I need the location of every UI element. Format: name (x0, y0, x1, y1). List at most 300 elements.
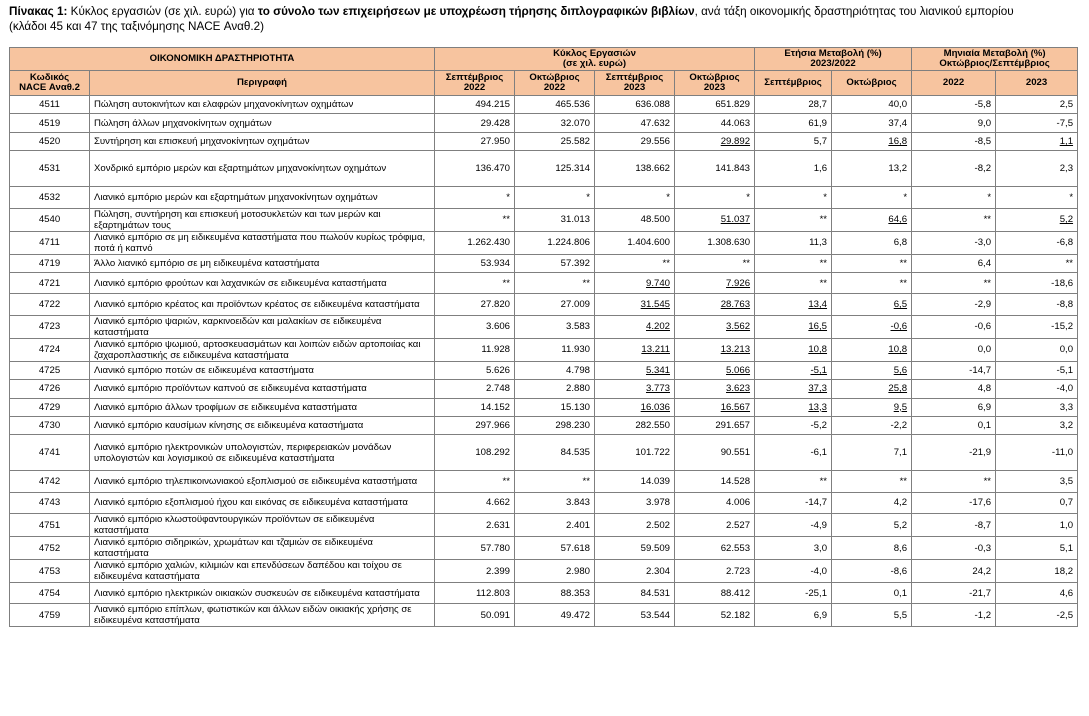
monthly-change-2023-cell: * (996, 187, 1078, 208)
turnover-sep-2023-cell: 48.500 (595, 208, 675, 231)
turnover-oct-2023-cell: 2.723 (675, 560, 755, 583)
description-cell: Λιανικό εμπόριο επίπλων, φωτιστικών και άλλων ειδών οικιακής χρήσης σε ειδικευμένα καταστήματα (90, 604, 435, 627)
description-cell: Λιανικό εμπόριο καυσίμων κίνησης σε ειδικευμένα καταστήματα (90, 416, 435, 434)
monthly-change-2023-cell: -2,5 (996, 604, 1078, 627)
monthly-change-2022-cell: -8,7 (912, 514, 996, 537)
monthly-change-2022-cell: -2,9 (912, 294, 996, 315)
monthly-change-2023-cell: -8,8 (996, 294, 1078, 315)
turnover-oct-2022-cell: 27.009 (515, 294, 595, 315)
description-cell: Πώληση άλλων μηχανοκίνητων οχημάτων (90, 114, 435, 132)
turnover-sep-2023-cell: 53.544 (595, 604, 675, 627)
provisional-value: 16,5 (808, 321, 828, 333)
provisional-value: 5,6 (893, 364, 908, 376)
turnover-oct-2022-cell: 57.392 (515, 254, 595, 272)
turnover-oct-2022-cell: 84.535 (515, 435, 595, 471)
turnover-oct-2023-cell (675, 361, 755, 379)
turnover-oct-2023-cell: ** (675, 254, 755, 272)
description-cell: Λιανικό εμπόριο χαλιών, κιλιμιών και επενδύσεων δαπέδου και τοίχου σε ειδικευμένα καταστήματα (90, 560, 435, 583)
provisional-value: 3.562 (726, 321, 751, 333)
turnover-sep-2022-cell: 29.428 (435, 114, 515, 132)
annual-change-sep-cell (755, 398, 832, 416)
turnover-sep-2022-cell: 27.820 (435, 294, 515, 315)
table-row (10, 380, 1078, 398)
annual-change-oct-cell: 5,5 (832, 604, 912, 627)
annual-change-oct-cell: 8,6 (832, 537, 912, 560)
turnover-oct-2022-cell: 3.843 (515, 492, 595, 513)
turnover-sep-2022-cell: 57.780 (435, 537, 515, 560)
annual-change-oct-cell: -2,2 (832, 416, 912, 434)
table-row (10, 338, 1078, 361)
table-row (10, 187, 1078, 208)
monthly-change-2023-cell: 0,7 (996, 492, 1078, 513)
table-row (10, 208, 1078, 231)
provisional-value: 16.567 (720, 401, 751, 413)
caption-line-2: (κλάδοι 45 και 47 της ταξινόμησης NACE Αναθ.2) (9, 20, 265, 33)
provisional-value: 3.773 (645, 383, 670, 395)
monthly-change-2022-cell: -3,0 (912, 231, 996, 254)
provisional-value: 3.623 (726, 383, 751, 395)
table-caption (9, 4, 1081, 34)
nace-code-cell: 4725 (10, 361, 90, 379)
turnover-oct-2023-cell: 44.063 (675, 114, 755, 132)
turnover-sep-2022-cell: 53.934 (435, 254, 515, 272)
header-activity: ΟΙΚΟΝΟΜΙΚΗ ΔΡΑΣΤΗΡΙΟΤΗΤΑ (10, 48, 435, 71)
header-monthly-2023: 2023 (996, 71, 1078, 96)
nace-code-cell: 4722 (10, 294, 90, 315)
provisional-value: -5,1 (810, 364, 828, 376)
turnover-oct-2023-cell: * (675, 187, 755, 208)
turnover-sep-2022-cell: ** (435, 272, 515, 293)
description-cell: Πώληση, συντήρηση και επισκευή μοτοσυκλετών και των μερών και εξαρτημάτων τους (90, 208, 435, 231)
nace-code-cell: 4742 (10, 471, 90, 492)
description-cell: Λιανικό εμπόριο ποτών σε ειδικευμένα καταστήματα (90, 361, 435, 379)
nace-code-cell: 4753 (10, 560, 90, 583)
provisional-value: 51.037 (720, 214, 751, 226)
provisional-value: 16,8 (888, 135, 908, 147)
description-cell: Λιανικό εμπόριο ηλεκτρικών οικιακών συσκευών σε ειδικευμένα καταστήματα (90, 583, 435, 604)
monthly-change-2022-cell: * (912, 187, 996, 208)
provisional-value: 9.740 (645, 277, 670, 289)
annual-change-oct-cell: 6,8 (832, 231, 912, 254)
annual-change-sep-cell: -14,7 (755, 492, 832, 513)
monthly-change-2023-cell: 5,1 (996, 537, 1078, 560)
turnover-oct-2023-cell: 88.412 (675, 583, 755, 604)
turnover-sep-2023-cell: 2.304 (595, 560, 675, 583)
turnover-oct-2023-cell (675, 272, 755, 293)
annual-change-sep-cell: 61,9 (755, 114, 832, 132)
caption-text-1: Κύκλος εργασιών (σε χιλ. ευρώ) για (67, 5, 258, 18)
annual-change-oct-cell (832, 315, 912, 338)
turnover-oct-2022-cell: 465.536 (515, 96, 595, 114)
turnover-sep-2023-cell: 47.632 (595, 114, 675, 132)
annual-change-sep-cell: ** (755, 254, 832, 272)
table-row (10, 560, 1078, 583)
nace-code-cell: 4511 (10, 96, 90, 114)
nace-code-cell: 4754 (10, 583, 90, 604)
description-cell: Πώληση αυτοκινήτων και ελαφρών μηχανοκίνητων οχημάτων (90, 96, 435, 114)
annual-change-sep-cell: -4,9 (755, 514, 832, 537)
annual-change-sep-cell (755, 361, 832, 379)
annual-change-oct-cell: 13,2 (832, 151, 912, 187)
annual-change-oct-cell: 4,2 (832, 492, 912, 513)
turnover-oct-2023-cell: 1.308.630 (675, 231, 755, 254)
monthly-change-2022-cell: ** (912, 208, 996, 231)
caption-line-1 (9, 4, 1081, 19)
monthly-change-2023-cell (996, 208, 1078, 231)
nace-code-cell: 4532 (10, 187, 90, 208)
nace-code-cell: 4540 (10, 208, 90, 231)
annual-change-sep-cell: 3,0 (755, 537, 832, 560)
turnover-oct-2023-cell: 4.006 (675, 492, 755, 513)
monthly-change-2022-cell: -5,8 (912, 96, 996, 114)
nace-code-cell: 4726 (10, 380, 90, 398)
header-row-1 (10, 48, 1078, 71)
monthly-change-2022-cell: -8,5 (912, 132, 996, 150)
description-cell: Λιανικό εμπόριο τηλεπικοινωνιακού εξοπλισμού σε ειδικευμένα καταστήματα (90, 471, 435, 492)
annual-change-oct-cell: 0,1 (832, 583, 912, 604)
turnover-sep-2022-cell: 2.399 (435, 560, 515, 583)
monthly-change-2023-cell: -4,0 (996, 380, 1078, 398)
turnover-sep-2022-cell: 3.606 (435, 315, 515, 338)
turnover-sep-2023-cell (595, 294, 675, 315)
turnover-oct-2022-cell: 2.880 (515, 380, 595, 398)
turnover-sep-2023-cell: ** (595, 254, 675, 272)
annual-change-oct-cell: 7,1 (832, 435, 912, 471)
monthly-change-2022-cell: 6,4 (912, 254, 996, 272)
header-description: Περιγραφή (90, 71, 435, 96)
turnover-oct-2022-cell: 3.583 (515, 315, 595, 338)
monthly-change-2022-cell: 6,9 (912, 398, 996, 416)
annual-change-oct-cell (832, 208, 912, 231)
turnover-oct-2023-cell (675, 338, 755, 361)
table-row (10, 583, 1078, 604)
table-row (10, 604, 1078, 627)
header-oct-2022: Οκτώβριος 2022 (515, 71, 595, 96)
turnover-oct-2022-cell: 4.798 (515, 361, 595, 379)
turnover-oct-2022-cell: 15.130 (515, 398, 595, 416)
provisional-value: 64,6 (888, 214, 908, 226)
description-cell: Λιανικό εμπόριο εξοπλισμού ήχου και εικόνας σε ειδικευμένα καταστήματα (90, 492, 435, 513)
header-annual-change: Ετήσια Μεταβολή (%) 2023/2022 (755, 48, 912, 71)
description-cell: Συντήρηση και επισκευή μηχανοκίνητων οχημάτων (90, 132, 435, 150)
turnover-oct-2022-cell: 57.618 (515, 537, 595, 560)
nace-code-cell: 4729 (10, 398, 90, 416)
monthly-change-2022-cell: -0,6 (912, 315, 996, 338)
monthly-change-2022-cell: -8,2 (912, 151, 996, 187)
annual-change-oct-cell (832, 361, 912, 379)
nace-code-cell: 4743 (10, 492, 90, 513)
turnover-sep-2023-cell (595, 361, 675, 379)
annual-change-sep-cell: 28,7 (755, 96, 832, 114)
nace-code-cell: 4730 (10, 416, 90, 434)
provisional-value: 10,8 (808, 344, 828, 356)
table-row (10, 315, 1078, 338)
turnover-oct-2023-cell: 291.657 (675, 416, 755, 434)
table-row (10, 361, 1078, 379)
annual-change-oct-cell: 40,0 (832, 96, 912, 114)
turnover-sep-2023-cell: 3.978 (595, 492, 675, 513)
description-cell: Λιανικό εμπόριο σε μη ειδικευμένα καταστήματα που πωλούν κυρίως τρόφιμα, ποτά ή καπνό (90, 231, 435, 254)
annual-change-sep-cell: 5,7 (755, 132, 832, 150)
monthly-change-2022-cell: 24,2 (912, 560, 996, 583)
monthly-change-2023-cell: 18,2 (996, 560, 1078, 583)
provisional-value: 37,3 (808, 383, 828, 395)
turnover-sep-2023-cell: 1.404.600 (595, 231, 675, 254)
provisional-value: 29.892 (720, 135, 751, 147)
turnover-sep-2022-cell: ** (435, 208, 515, 231)
turnover-sep-2022-cell: 11.928 (435, 338, 515, 361)
monthly-change-2023-cell: -11,0 (996, 435, 1078, 471)
provisional-value: 6,5 (893, 299, 908, 311)
annual-change-sep-cell: 6,9 (755, 604, 832, 627)
provisional-value: 1,1 (1059, 135, 1074, 147)
monthly-change-2023-cell: ** (996, 254, 1078, 272)
annual-change-sep-cell: ** (755, 208, 832, 231)
provisional-value: 13.211 (641, 344, 670, 356)
monthly-change-2022-cell: -14,7 (912, 361, 996, 379)
annual-change-oct-cell (832, 338, 912, 361)
annual-change-sep-cell: ** (755, 272, 832, 293)
header-turnover: Κύκλος Εργασιών (σε χιλ. ευρώ) (435, 48, 755, 71)
monthly-change-2022-cell: -21,7 (912, 583, 996, 604)
turnover-oct-2022-cell: 2.401 (515, 514, 595, 537)
provisional-value: 5.066 (726, 364, 751, 376)
header-monthly-2022: 2022 (912, 71, 996, 96)
table-row (10, 272, 1078, 293)
header-oct-2023: Οκτώβριος 2023 (675, 71, 755, 96)
description-cell: Λιανικό εμπόριο μερών και εξαρτημάτων μηχανοκίνητων οχημάτων (90, 187, 435, 208)
turnover-oct-2022-cell: 32.070 (515, 114, 595, 132)
monthly-change-2023-cell: -5,1 (996, 361, 1078, 379)
annual-change-oct-cell (832, 398, 912, 416)
turnover-oct-2023-cell (675, 132, 755, 150)
monthly-change-2023-cell (996, 132, 1078, 150)
nace-code-cell: 4520 (10, 132, 90, 150)
provisional-value: 7.926 (726, 277, 751, 289)
monthly-change-2023-cell: -15,2 (996, 315, 1078, 338)
provisional-value: 5,2 (1059, 214, 1074, 226)
monthly-change-2023-cell: 2,3 (996, 151, 1078, 187)
monthly-change-2022-cell: -17,6 (912, 492, 996, 513)
description-cell: Λιανικό εμπόριο ψωμιού, αρτοσκευασμάτων και λοιπών ειδών αρτοποιίας και ζαχαροπλαστικής σε ειδικευμένα καταστήματα (90, 338, 435, 361)
description-cell: Λιανικό εμπόριο φρούτων και λαχανικών σε ειδικευμένα καταστήματα (90, 272, 435, 293)
annual-change-oct-cell: ** (832, 471, 912, 492)
annual-change-sep-cell (755, 294, 832, 315)
header-code: Κωδικός NACE Αναθ.2 (10, 71, 90, 96)
turnover-oct-2023-cell: 2.527 (675, 514, 755, 537)
turnover-sep-2023-cell (595, 338, 675, 361)
annual-change-sep-cell: -25,1 (755, 583, 832, 604)
nace-code-cell: 4752 (10, 537, 90, 560)
table-row (10, 151, 1078, 187)
turnover-oct-2023-cell (675, 294, 755, 315)
turnover-sep-2023-cell: 282.550 (595, 416, 675, 434)
turnover-sep-2022-cell: 4.662 (435, 492, 515, 513)
monthly-change-2022-cell: 9,0 (912, 114, 996, 132)
table-body (10, 96, 1078, 627)
monthly-change-2023-cell: 3,5 (996, 471, 1078, 492)
caption-lead: Πίνακας 1: (9, 5, 68, 18)
turnover-sep-2023-cell (595, 380, 675, 398)
turnover-oct-2023-cell: 14.528 (675, 471, 755, 492)
description-cell: Λιανικό εμπόριο σιδηρικών, χρωμάτων και τζαμιών σε ειδικευμένα καταστήματα (90, 537, 435, 560)
header-annual-sep: Σεπτέμβριος (755, 71, 832, 96)
provisional-value: 25,8 (888, 383, 908, 395)
monthly-change-2023-cell: 1,0 (996, 514, 1078, 537)
turnover-sep-2022-cell: 136.470 (435, 151, 515, 187)
nace-code-cell: 4723 (10, 315, 90, 338)
turnover-oct-2023-cell (675, 380, 755, 398)
turnover-oct-2023-cell: 52.182 (675, 604, 755, 627)
turnover-oct-2023-cell (675, 208, 755, 231)
annual-change-sep-cell (755, 380, 832, 398)
nace-code-cell: 4724 (10, 338, 90, 361)
description-cell: Χονδρικό εμπόριο μερών και εξαρτημάτων μηχανοκίνητων οχημάτων (90, 151, 435, 187)
turnover-sep-2022-cell: 2.748 (435, 380, 515, 398)
provisional-value: 13,4 (808, 299, 828, 311)
annual-change-oct-cell (832, 132, 912, 150)
monthly-change-2022-cell: -21,9 (912, 435, 996, 471)
turnover-sep-2023-cell: 29.556 (595, 132, 675, 150)
nace-code-cell: 4721 (10, 272, 90, 293)
monthly-change-2022-cell: -0,3 (912, 537, 996, 560)
provisional-value: -0,6 (890, 321, 908, 333)
turnover-sep-2023-cell: 101.722 (595, 435, 675, 471)
nace-code-cell: 4719 (10, 254, 90, 272)
turnover-sep-2022-cell: 14.152 (435, 398, 515, 416)
table-row (10, 231, 1078, 254)
table-header (10, 48, 1078, 96)
monthly-change-2023-cell: -6,8 (996, 231, 1078, 254)
turnover-sep-2022-cell: 494.215 (435, 96, 515, 114)
turnover-sep-2022-cell: 27.950 (435, 132, 515, 150)
provisional-value: 4.202 (645, 321, 670, 333)
table-row (10, 132, 1078, 150)
turnover-sep-2023-cell (595, 398, 675, 416)
table-row (10, 398, 1078, 416)
annual-change-sep-cell: -6,1 (755, 435, 832, 471)
turnover-oct-2022-cell: * (515, 187, 595, 208)
monthly-change-2023-cell: 2,5 (996, 96, 1078, 114)
turnover-table (9, 47, 1078, 627)
annual-change-sep-cell: -5,2 (755, 416, 832, 434)
turnover-sep-2022-cell: * (435, 187, 515, 208)
annual-change-oct-cell: 37,4 (832, 114, 912, 132)
annual-change-oct-cell: ** (832, 272, 912, 293)
table-row (10, 96, 1078, 114)
annual-change-oct-cell: ** (832, 254, 912, 272)
table-row (10, 514, 1078, 537)
provisional-value: 5.341 (645, 364, 670, 376)
turnover-oct-2022-cell: ** (515, 272, 595, 293)
description-cell: Λιανικό εμπόριο κρέατος και προϊόντων κρέατος σε ειδικευμένα καταστήματα (90, 294, 435, 315)
turnover-oct-2023-cell (675, 315, 755, 338)
table-row (10, 471, 1078, 492)
table-row (10, 435, 1078, 471)
turnover-oct-2023-cell (675, 398, 755, 416)
turnover-oct-2023-cell: 62.553 (675, 537, 755, 560)
turnover-sep-2022-cell: ** (435, 471, 515, 492)
monthly-change-2023-cell: 3,3 (996, 398, 1078, 416)
annual-change-sep-cell: 1,6 (755, 151, 832, 187)
annual-change-oct-cell: * (832, 187, 912, 208)
monthly-change-2022-cell: ** (912, 471, 996, 492)
annual-change-sep-cell: * (755, 187, 832, 208)
turnover-sep-2023-cell: 59.509 (595, 537, 675, 560)
provisional-value: 28.763 (720, 299, 751, 311)
provisional-value: 13,3 (808, 401, 828, 413)
turnover-oct-2022-cell: 49.472 (515, 604, 595, 627)
turnover-oct-2023-cell: 90.551 (675, 435, 755, 471)
annual-change-oct-cell (832, 294, 912, 315)
annual-change-sep-cell: ** (755, 471, 832, 492)
description-cell: Λιανικό εμπόριο ηλεκτρονικών υπολογιστών, περιφερειακών μονάδων υπολογιστών και λογισμικού σε ειδικευμένα καταστήματα (90, 435, 435, 471)
turnover-oct-2022-cell: 1.224.806 (515, 231, 595, 254)
table-row (10, 114, 1078, 132)
turnover-oct-2023-cell: 141.843 (675, 151, 755, 187)
turnover-oct-2022-cell: ** (515, 471, 595, 492)
monthly-change-2022-cell: -1,2 (912, 604, 996, 627)
turnover-sep-2023-cell (595, 315, 675, 338)
header-sep-2022: Σεπτέμβριος 2022 (435, 71, 515, 96)
annual-change-sep-cell (755, 315, 832, 338)
annual-change-sep-cell: 11,3 (755, 231, 832, 254)
turnover-oct-2022-cell: 298.230 (515, 416, 595, 434)
nace-code-cell: 4741 (10, 435, 90, 471)
turnover-sep-2022-cell: 2.631 (435, 514, 515, 537)
monthly-change-2023-cell: 4,6 (996, 583, 1078, 604)
monthly-change-2023-cell: 3,2 (996, 416, 1078, 434)
turnover-sep-2023-cell: * (595, 187, 675, 208)
nace-code-cell: 4519 (10, 114, 90, 132)
annual-change-oct-cell (832, 380, 912, 398)
table-row (10, 254, 1078, 272)
annual-change-sep-cell (755, 338, 832, 361)
turnover-oct-2022-cell: 88.353 (515, 583, 595, 604)
monthly-change-2022-cell: ** (912, 272, 996, 293)
caption-text-2: , ανά τάξη οικονομικής δραστηριότητας του λιανικού εμπορίου (694, 5, 1014, 18)
table-row (10, 492, 1078, 513)
monthly-change-2022-cell: 4,8 (912, 380, 996, 398)
monthly-change-2023-cell: -18,6 (996, 272, 1078, 293)
turnover-oct-2022-cell: 31.013 (515, 208, 595, 231)
nace-code-cell: 4751 (10, 514, 90, 537)
turnover-sep-2022-cell: 112.803 (435, 583, 515, 604)
turnover-sep-2023-cell: 84.531 (595, 583, 675, 604)
provisional-value: 16.036 (640, 401, 670, 413)
turnover-oct-2023-cell: 651.829 (675, 96, 755, 114)
description-cell: Λιανικό εμπόριο ψαριών, καρκινοειδών και μαλακίων σε ειδικευμένα καταστήματα (90, 315, 435, 338)
header-monthly-change: Μηνιαία Μεταβολή (%) Οκτώβριος/Σεπτέμβριος (912, 48, 1078, 71)
turnover-sep-2022-cell: 1.262.430 (435, 231, 515, 254)
header-sep-2023: Σεπτέμβριος 2023 (595, 71, 675, 96)
nace-code-cell: 4531 (10, 151, 90, 187)
turnover-sep-2023-cell (595, 272, 675, 293)
provisional-value: 10,8 (888, 344, 908, 356)
turnover-sep-2022-cell: 5.626 (435, 361, 515, 379)
turnover-sep-2023-cell: 636.088 (595, 96, 675, 114)
nace-code-cell: 4759 (10, 604, 90, 627)
provisional-value: 9,5 (893, 401, 908, 413)
table-row (10, 416, 1078, 434)
turnover-sep-2023-cell: 14.039 (595, 471, 675, 492)
turnover-oct-2022-cell: 125.314 (515, 151, 595, 187)
annual-change-sep-cell: -4,0 (755, 560, 832, 583)
table-row (10, 294, 1078, 315)
provisional-value: 31.545 (640, 299, 670, 311)
annual-change-oct-cell: 5,2 (832, 514, 912, 537)
caption-bold: το σύνολο των επιχειρήσεων με υποχρέωση τήρησης διπλογραφικών βιβλίων (257, 5, 695, 18)
